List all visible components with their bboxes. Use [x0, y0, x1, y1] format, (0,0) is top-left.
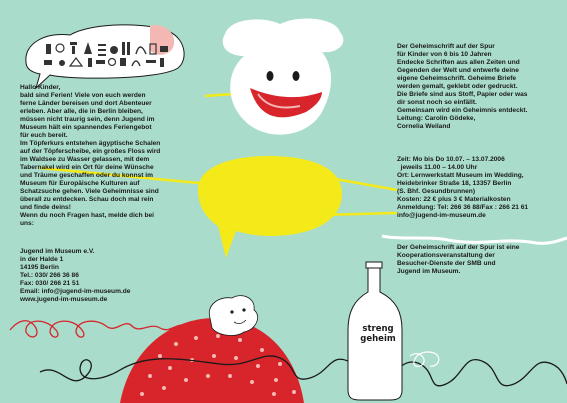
text-line: Im Töpferkurs entstehen ägyptische Schalen [20, 140, 161, 147]
contact-line: Jugend im Museum e.V. [20, 248, 95, 255]
yellow-speech-bubble [198, 156, 342, 258]
text-line: Zeit: Mo bis Do 10.07. – 13.07.2006 [397, 156, 505, 163]
face-eye [267, 71, 274, 81]
text-line: Tabernakel wird ein Ort für deine Wünsche [20, 164, 154, 171]
hieroglyph-speech-bubble [26, 25, 184, 88]
text-line: Besucher-Dienste der SMB und [397, 260, 496, 267]
text-line: Leitung: Carolin Gödeke, [397, 115, 476, 122]
white-creature-icon [209, 296, 257, 336]
text-line: ferne Länder bereisen und dort Abenteuer [20, 100, 152, 107]
text-line: Kosten: 22 € plus 3 € Materialkosten [397, 196, 511, 203]
text-line: Schatzsuche gehen. Viele Geheimnisse sind [20, 188, 159, 195]
text-line: Gegenden der Welt und entwerfe deine [397, 67, 519, 74]
course-details [397, 156, 567, 220]
course-description [397, 43, 562, 131]
text-line: Jugend im Museum. [397, 268, 461, 275]
text-line: Gemeinsam wird ein Geheimnis entdeckt. [397, 107, 528, 114]
text-line: bald sind Ferien! Viele von euch werden [20, 92, 146, 99]
contact-line: in der Halde 1 [20, 256, 64, 263]
white-loop-scribble [410, 352, 439, 367]
text-line: auf der Töpferscheibe, ein großes Floss wird [20, 148, 161, 155]
text-line: Der Geheimschrift auf der Spur [397, 43, 495, 50]
text-line: eigene Geheimschrift. Geheime Briefe [397, 75, 517, 82]
white-swirl-line [382, 236, 567, 243]
text-line: erleben. Aber alle, die in Berlin bleiben, [20, 108, 143, 115]
contact-line: Tel.: 030/ 266 36 86 [20, 272, 79, 279]
contact-line: Fax: 030/ 266 21 51 [20, 280, 80, 287]
text-line: Wenn du noch Fragen hast, melde dich bei [20, 212, 154, 219]
text-line: und finde deins! [20, 204, 71, 211]
text-line: Die Briefe sind aus Stoff, Papier oder was [397, 91, 528, 98]
text-line: Museum für Europäische Kulturen auf [20, 180, 140, 187]
smiling-face-character [223, 18, 344, 134]
contact-email[interactable]: Email: info@jugend-im-museum.de [20, 288, 131, 295]
text-line: Museum hält ein spannendes Feriengebot [20, 124, 152, 131]
text-line: Cornelia Weiland [397, 123, 451, 130]
text-line: Kooperationsveranstaltung der [397, 252, 495, 259]
text-line: Anmeldung: Tel: 266 36 88/Fax : 266 21 61 [397, 204, 529, 211]
bottle-label-line: geheim [360, 334, 396, 344]
text-line: Heidebrinker Straße 18, 13357 Berlin [397, 180, 512, 187]
red-loop-scribble [10, 321, 186, 337]
text-line: (S. Bhf. Gesundbrunnen) [397, 188, 476, 195]
bottle-label-line: streng [362, 324, 394, 334]
contact-block [20, 248, 160, 304]
contact-line: 14195 Berlin [20, 264, 59, 271]
bottle-label [356, 324, 400, 344]
text-line: Der Geheimschrift auf der Spur ist eine [397, 244, 520, 251]
text-line: und Träume geschaffen oder du konnst im [20, 172, 153, 179]
text-line: jeweils 11.00 – 14.00 Uhr [397, 164, 478, 171]
text-line: dir sonst noch so einfällt. [397, 99, 477, 106]
text-line: für Kinder von 6 bis 10 Jahren [397, 51, 492, 58]
text-line: Endecke Schriften aus allen Zeiten und [397, 59, 520, 66]
text-line: Hallo Kinder, [20, 84, 61, 91]
intro-letter [20, 84, 195, 228]
cooperation-note [397, 244, 562, 276]
face-eye [293, 71, 300, 81]
details-email[interactable]: info@jugend-im-museum.de [397, 212, 486, 219]
contact-website[interactable]: www.jugend-im-museum.de [20, 296, 108, 303]
text-line: für euch bereit. [20, 132, 68, 139]
text-line: Ort: Lernwerkstatt Museum im Wedding, [397, 172, 524, 179]
text-line: überall zu entdecken. Schau doch mal rein [20, 196, 154, 203]
text-line: uns: [20, 220, 34, 227]
text-line: im Waldsee zu Wasser gelassen, mit dem [20, 156, 150, 163]
text-line: werden gemalt, geklebt oder gedruckt. [397, 83, 518, 90]
curly-line [40, 356, 567, 386]
text-line: müssen nicht traurig sein, denn Jugend im [20, 116, 155, 123]
